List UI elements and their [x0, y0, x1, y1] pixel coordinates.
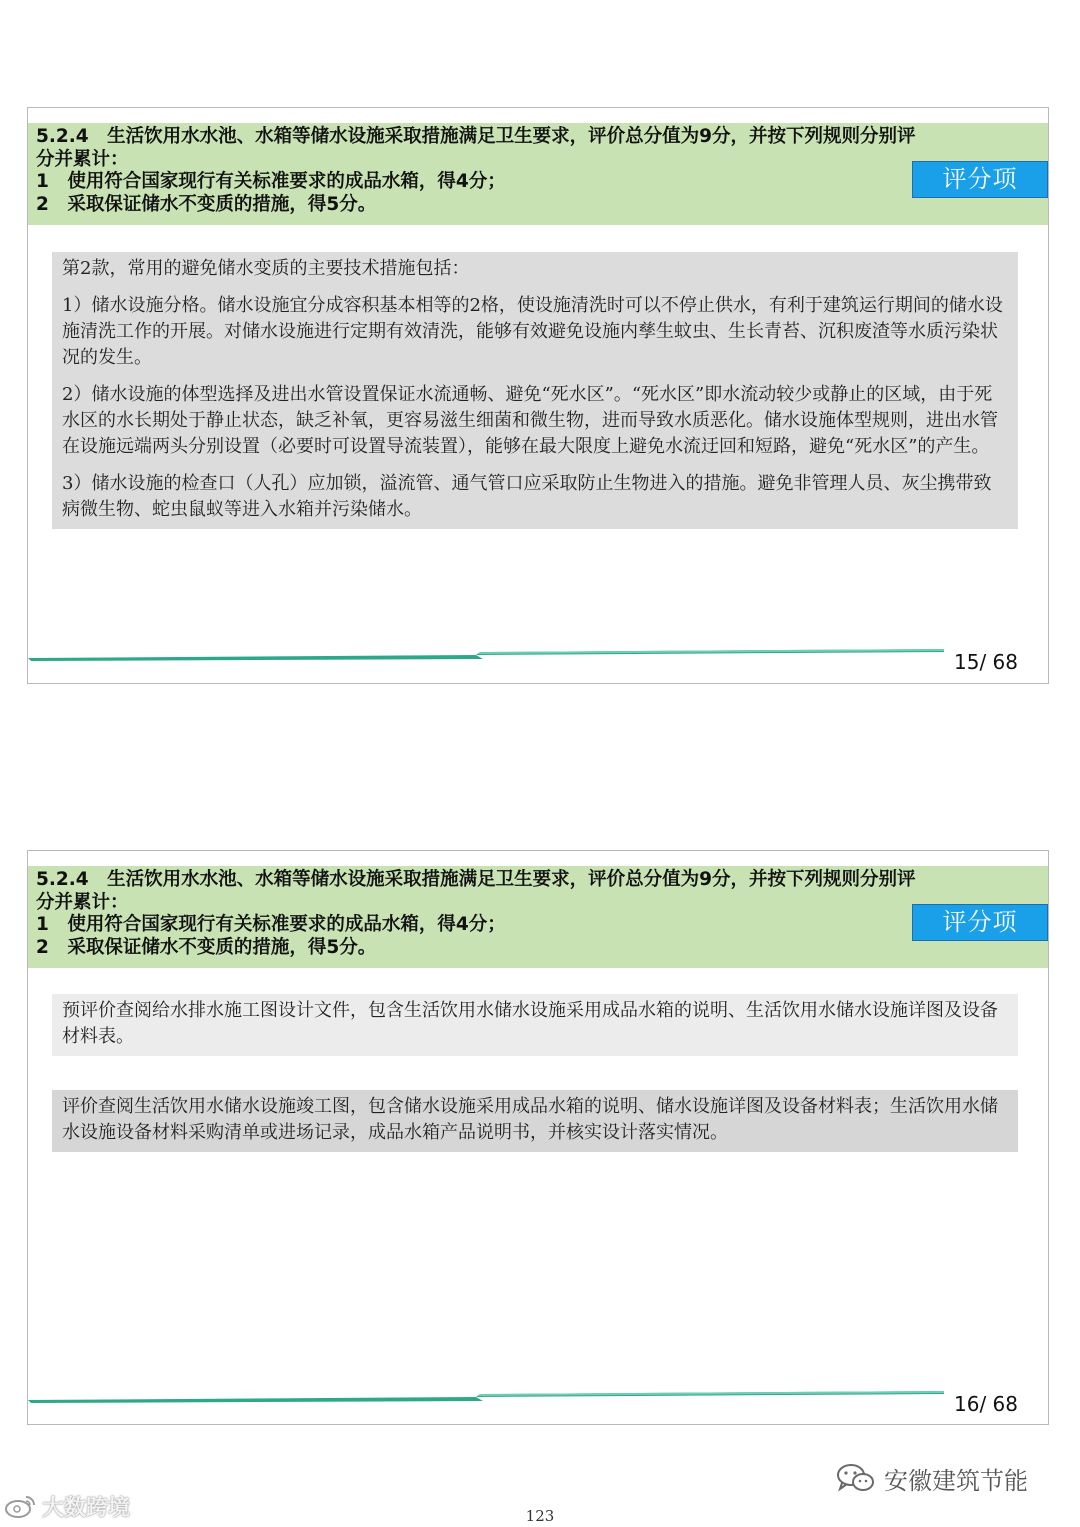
slide-15 [27, 107, 1049, 684]
explanation-point-2: 2）储水设施的体型选择及进出水管设置保证水流通畅、避免“死水区”。“死水区”即水流动较少或静止的区域，由于死水区的水长期处于静止状态，缺乏补氧，更容易滋生细菌和微生物，进而导致水质恶化。储水设施体型规则，进出水管在设施远端两头分别设置（必要时可设置导流装置），能够在最大限度上避免水流迂回和短路，避免“死水区”的产生。 [62, 384, 998, 457]
scoring-item-badge: 评分项 [912, 904, 1048, 941]
slide-16 [27, 850, 1049, 1425]
evaluation-box [52, 1090, 1018, 1152]
clause-item-1: 1 使用符合国家现行有关标准要求的成品水箱，得4分； [36, 914, 506, 935]
pre-evaluation-text: 预评价查阅给水排水施工图设计文件，包含生活饮用水储水设施采用成品水箱的说明、生活饮用水储水设施详图及设备材料表。 [62, 1000, 998, 1047]
clause-item-1: 1 使用符合国家现行有关标准要求的成品水箱，得4分； [36, 171, 506, 192]
clause-header [28, 866, 1048, 968]
clause-title-line2: 分并累计： [36, 148, 129, 170]
page-number: 15/ 68 [954, 650, 1018, 674]
clause-title-line2: 分并累计： [36, 891, 129, 913]
watermark-left-text: 大数跨境 [42, 1495, 131, 1521]
clause-title-line1: 5.2.4 生活饮用水水池、水箱等储水设施采取措施满足卫生要求，评价总分值为9分，并按下列规则分别评 [36, 869, 916, 890]
footer-divider [28, 649, 1048, 661]
scoring-item-badge: 评分项 [912, 161, 1048, 198]
clause-item-2: 2 采取保证储水不变质的措施，得5分。 [36, 193, 377, 215]
footer-divider [28, 1391, 1048, 1403]
watermark-right-text: 安徽建筑节能 [884, 1466, 1028, 1495]
explanation-box [52, 252, 1018, 529]
explanation-point-1: 1）储水设施分格。储水设施宜分成容积基本相等的2格，使设施清洗时可以不停止供水，有利于建筑运行期间的储水设施清洗工作的开展。对储水设施进行定期有效清洗，能够有效避免设施内孳生蚊虫、生长青苔、沉积废渣等水质污染状况的发生。 [62, 295, 1003, 368]
clause-title-line1: 5.2.4 生活饮用水水池、水箱等储水设施采取措施满足卫生要求，评价总分值为9分，并按下列规则分别评 [36, 126, 916, 147]
page-number: 16/ 68 [954, 1392, 1018, 1416]
clause-header [28, 123, 1048, 225]
wechat-icon [836, 1462, 876, 1494]
evaluation-text: 评价查阅生活饮用水储水设施竣工图，包含储水设施采用成品水箱的说明、储水设施详图及设备材料表；生活饮用水储水设施设备材料采购清单或进场记录，成品水箱产品说明书，并核实设计落实情况。 [62, 1096, 998, 1143]
pre-evaluation-box [52, 994, 1018, 1056]
explanation-intro: 第2款，常用的避免储水变质的主要技术措施包括： [62, 258, 470, 279]
clause-item-2: 2 采取保证储水不变质的措施，得5分。 [36, 936, 377, 958]
document-page-number: 123 [525, 1507, 555, 1525]
explanation-point-3: 3）储水设施的检查口（人孔）应加锁，溢流管、通气管口应采取防止生物进入的措施。避免非管理人员、灰尘携带致病微生物、蛇虫鼠蚁等进入水箱并污染储水。 [62, 473, 992, 520]
watermark-right [836, 1458, 1028, 1498]
